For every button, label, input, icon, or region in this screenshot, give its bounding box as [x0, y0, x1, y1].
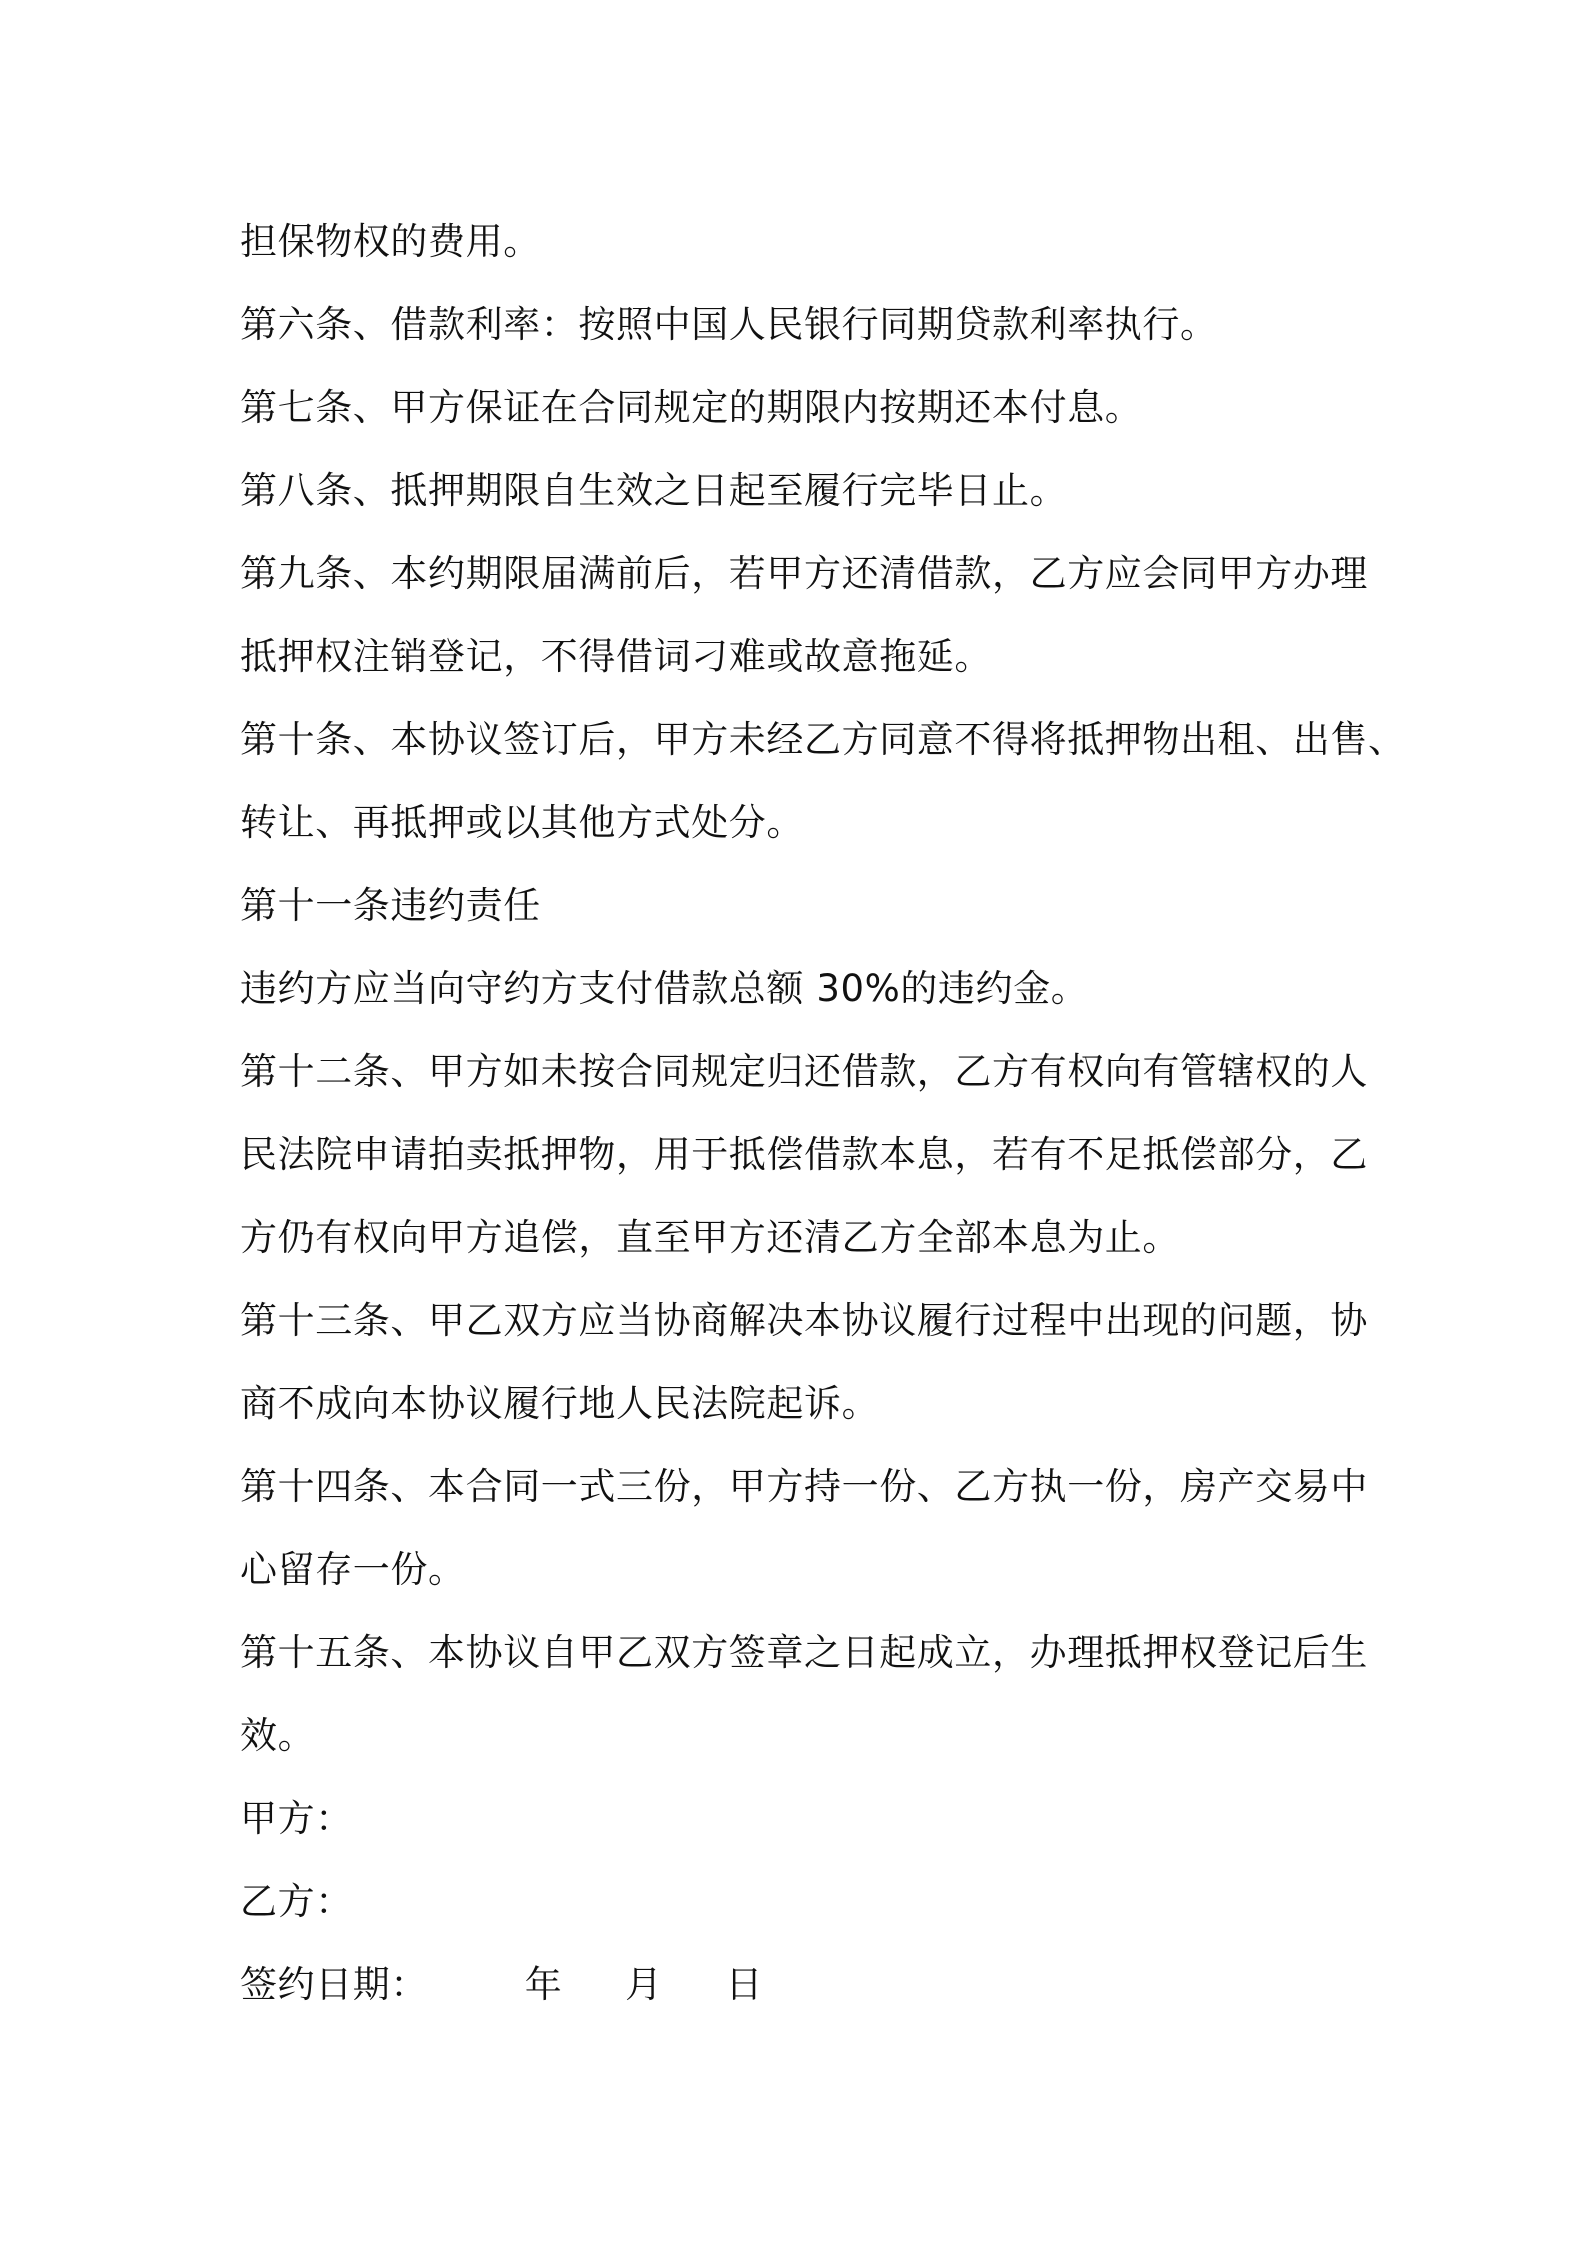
party-a-label: 甲方：: [240, 1797, 353, 1840]
day-label: 日: [725, 1963, 764, 2006]
article-10-line-2: 转让、再抵押或以其他方式处分。: [240, 801, 804, 844]
article-13-line-2: 商不成向本协议履行地人民法院起诉。: [240, 1382, 880, 1425]
party-a-signature: [240, 1777, 1360, 1860]
party-b-signature: [240, 1860, 1360, 1943]
signing-date: [240, 1943, 1360, 2026]
year-label: 年: [524, 1963, 563, 2006]
article-11-heading: 第十一条违约责任: [240, 884, 541, 927]
contract-line: 担保物权的费用。: [240, 220, 541, 263]
article-14-line-2: 心留存一份。: [240, 1548, 466, 1591]
article-9-line-1: 第九条、本约期限届满前后，若甲方还清借款，乙方应会同甲方办理: [240, 552, 1368, 595]
article-12-line-1: 第十二条、甲方如未按合同规定归还借款，乙方有权向有管辖权的人: [240, 1050, 1368, 1093]
article-7-line: 第七条、甲方保证在合同规定的期限内按期还本付息。: [240, 386, 1143, 429]
article-10-line-1: 第十条、本协议签订后，甲方未经乙方同意不得将抵押物出租、出售、: [240, 718, 1406, 761]
article-15-line-1: 第十五条、本协议自甲乙双方签章之日起成立，办理抵押权登记后生: [240, 1631, 1368, 1674]
article-9-line-2: 抵押权注销登记，不得借词刁难或故意拖延。: [240, 635, 992, 678]
article-15-line-2: 效。: [240, 1714, 316, 1757]
party-b-label: 乙方：: [240, 1880, 353, 1923]
article-14-line-1: 第十四条、本合同一式三份，甲方持一份、乙方执一份，房产交易中: [240, 1465, 1368, 1508]
date-label: 签约日期：: [240, 1963, 428, 2006]
article-6-line: 第六条、借款利率：按照中国人民银行同期贷款利率执行。: [240, 303, 1218, 346]
contract-body: [240, 200, 1406, 2026]
article-12-line-2: 民法院申请拍卖抵押物，用于抵偿借款本息，若有不足抵偿部分，乙: [240, 1133, 1368, 1176]
article-11-line: 违约方应当向守约方支付借款总额 30%的违约金。: [240, 967, 1089, 1010]
article-8-line: 第八条、抵押期限自生效之日起至履行完毕日止。: [240, 469, 1068, 512]
article-13-line-1: 第十三条、甲乙双方应当协商解决本协议履行过程中出现的问题，协: [240, 1299, 1368, 1342]
month-label: 月: [625, 1963, 663, 2006]
article-12-line-3: 方仍有权向甲方追偿，直至甲方还清乙方全部本息为止。: [240, 1216, 1180, 1259]
